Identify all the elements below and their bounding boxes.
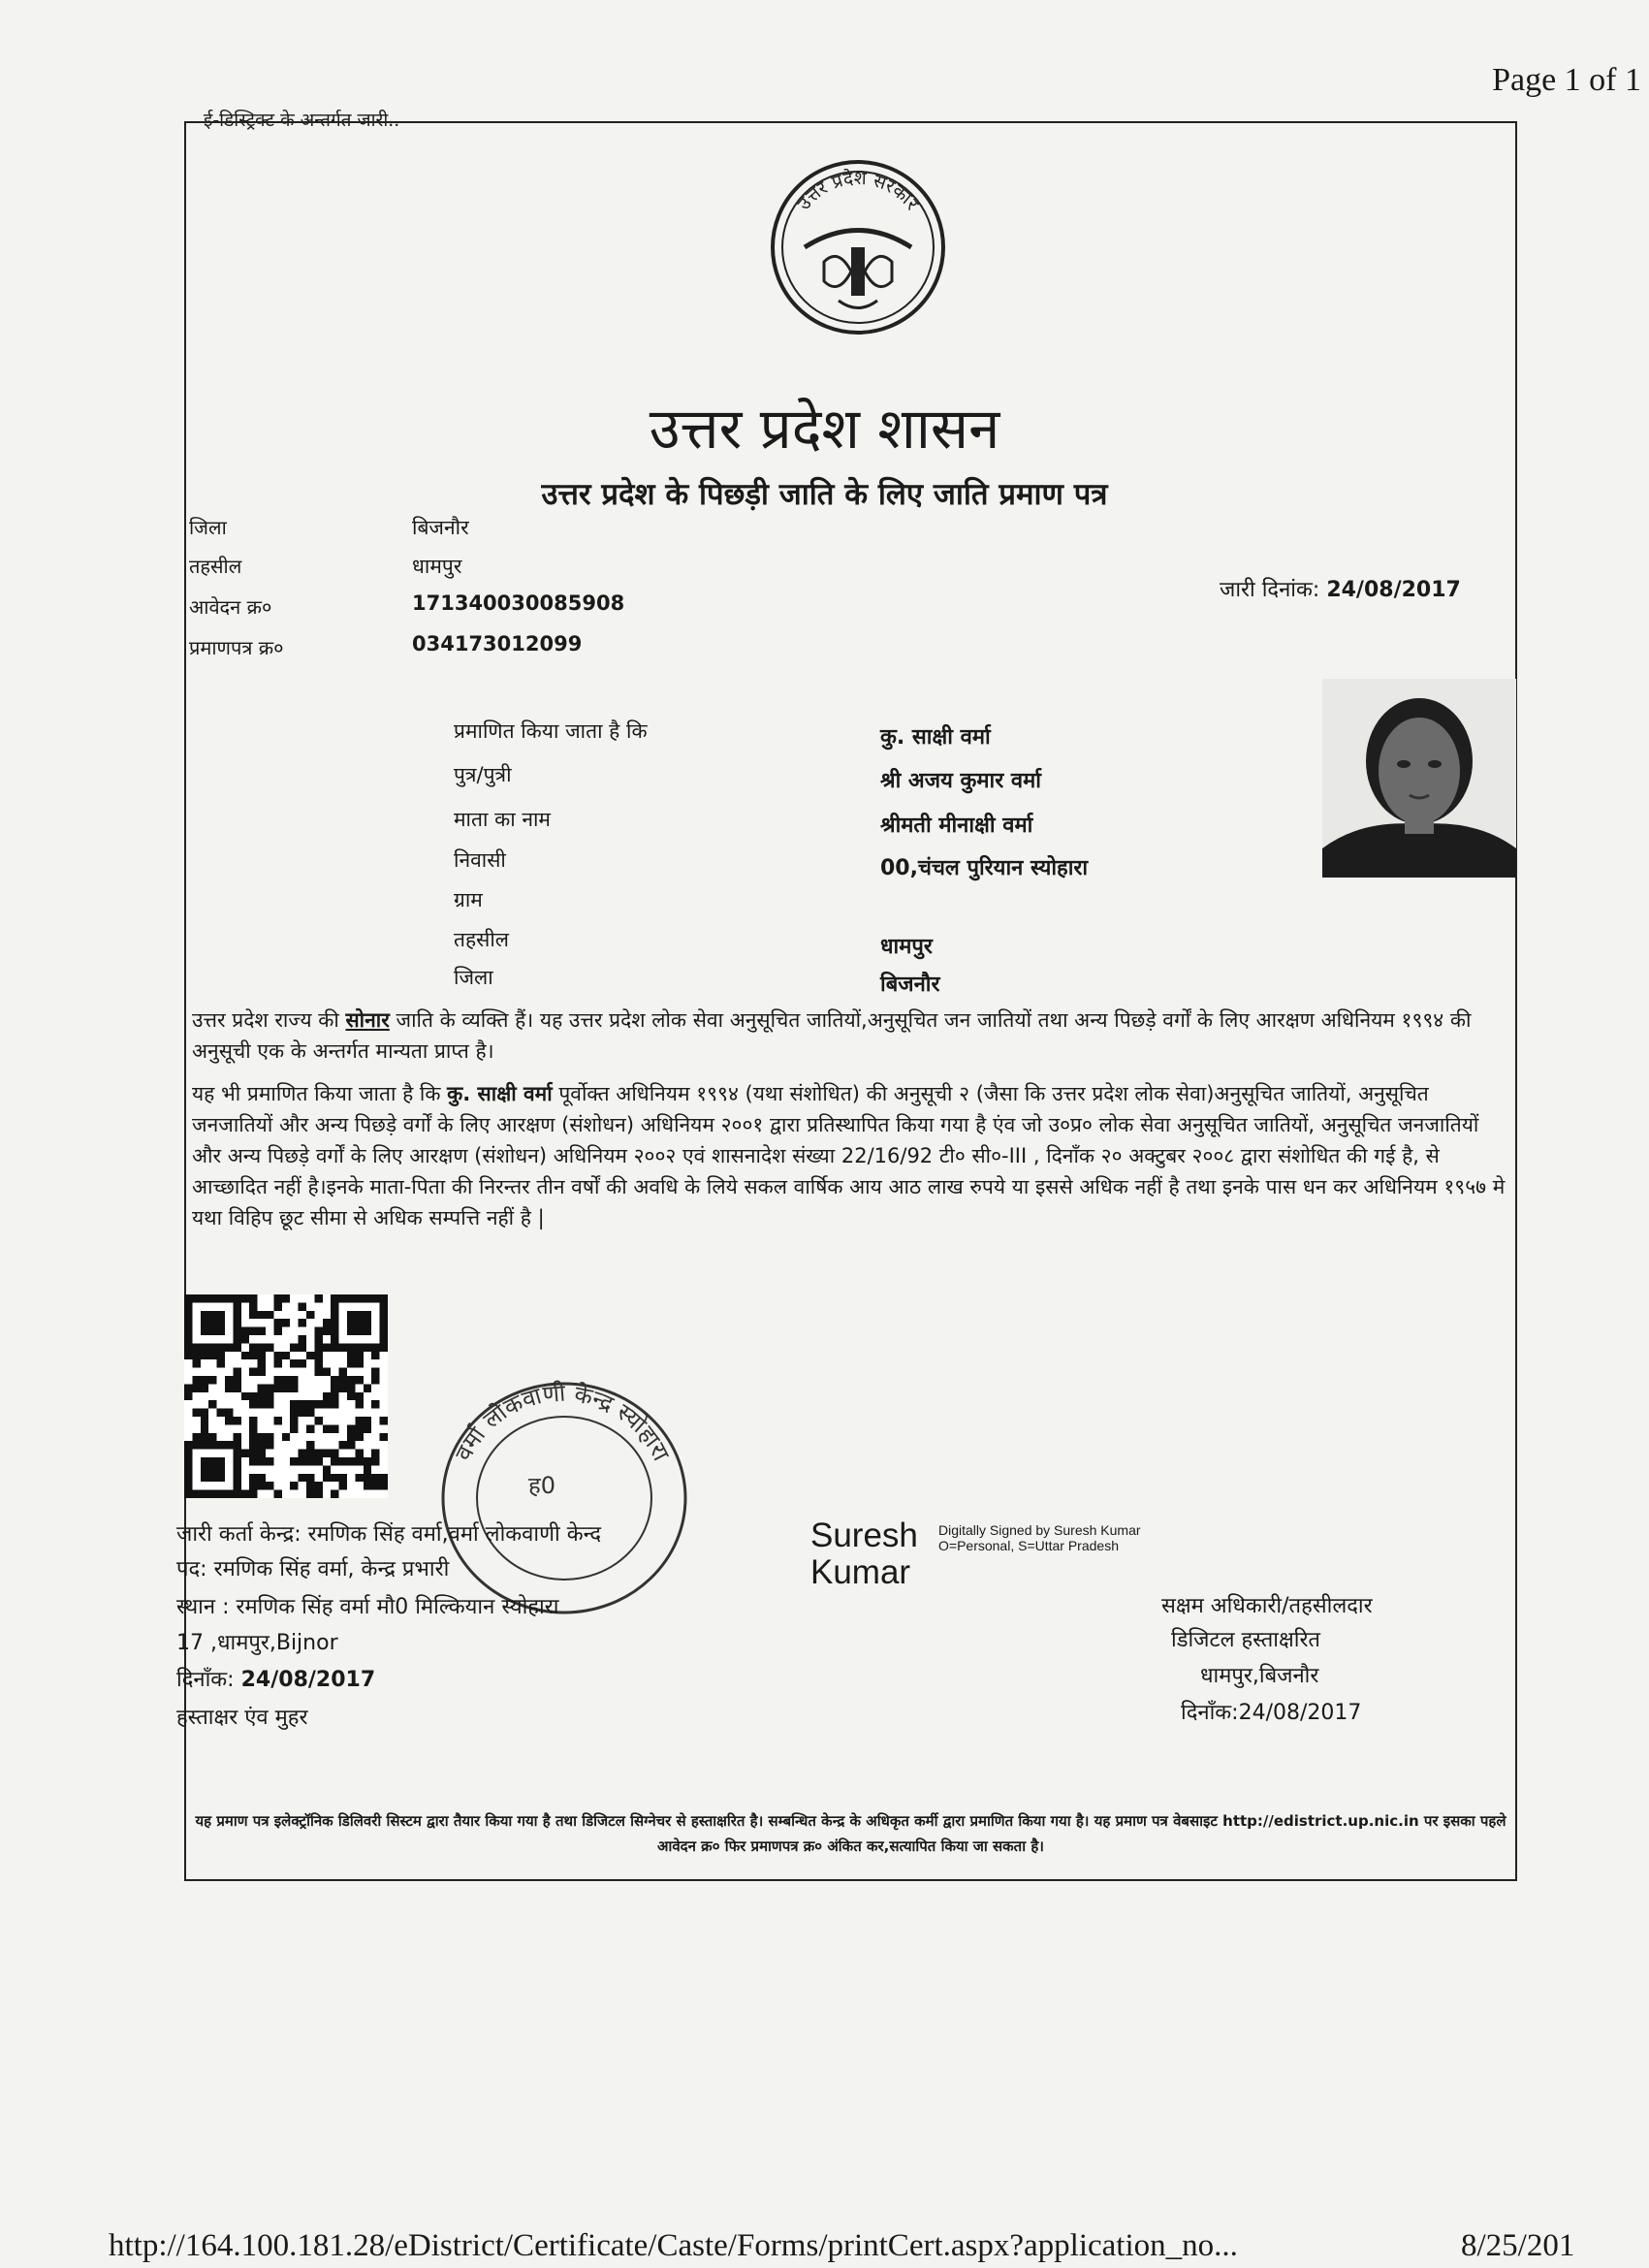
officer-date: दिनाँक:24/08/2017 — [1181, 1701, 1362, 1725]
detail-value-tehsil: धामपुर — [412, 555, 462, 578]
certify-label-tehsil: तहसील — [454, 928, 509, 951]
issuer-sign-label: हस्ताक्षर एंव मुहर — [176, 1706, 308, 1730]
caste-paragraph-suffix: जाति के व्यक्ति हैं। यह उत्तर प्रदेश लोक सेवा अनुसूचित जातियों,अनुसूचित जन जातियों तथा अन्य पिछड़े वर्गों के लिए आरक्षण अधिनियम १९९४ की अनुसूची एक के अन्तर्गत मान्यता प्राप्त है। — [192, 1008, 1472, 1063]
detail-label-district: जिला — [189, 516, 227, 539]
officer-location: धामपुर,बिजनौर — [1200, 1664, 1319, 1688]
up-government-emblem — [766, 155, 950, 339]
certification-paragraph — [184, 1078, 1517, 1233]
certify-value-mother: श्रीमती मीनाक्षी वर्मा — [880, 814, 1033, 838]
seal-text: वर्मा लोकवाणी केन्द्र स्योहारा — [449, 1379, 676, 1466]
digital-signer-name: Suresh Kumar — [810, 1517, 918, 1591]
caste-paragraph — [184, 1005, 1517, 1067]
certification-paragraph-suffix: पूर्वोक्त अधिनियम १९९४ (यथा संशोधित) की अनुसूची २ (जैसा कि उत्तर प्रदेश लोक सेवा)अनुसूचित जातियों, अनुसूचित जनजातियों और अन्य पिछड़े वर्गों के लिए आरक्षण (संशोधन) अधिनियम २००१ द्वारा प्रतिस्थापित किया गया है एंव जो उ०प्र० लोक सेवा अनुसूचित जातियों, अनुसूचित जनजातियों और अन्य पिछड़े वर्गों के लिए आरक्षण (संशोधन) अधिनियम २००२ एवं शासनादेश संख्या 22/16/92 टी० सी०-III , दिनाँक २० अक्टुबर २००८ द्वारा संशोधित की गई है, से आच्छादित नहीं है।इनके माता-पिता की निरन्तर तीन वर्षों की अवधि के लिये सकल वार्षिक आय आठ लाख रुपये या इससे अधिक नहीं है तथा इनके पास धन कर अधिनियम १९५७ मे यथा विहिप छूट सीमा से अधिक सम्पत्ति नहीं है | — [192, 1082, 1506, 1230]
detail-label-certificate-no: प्रमाणपत्र क्र० — [189, 636, 284, 659]
certify-value-name: कु. साक्षी वर्मा — [880, 725, 991, 750]
print-url: http://164.100.181.28/eDistrict/Certificate/Caste/Forms/printCert.aspx?application_no... — [109, 2228, 1238, 2263]
page-number: Page 1 of 1 — [1492, 62, 1641, 98]
issue-date-label: जारी दिनांक: — [1220, 578, 1320, 602]
certify-label-mother: माता का नाम — [454, 808, 551, 831]
certify-value-district: बिजनौर — [880, 973, 940, 997]
header-note: ई-डिस्ट्रिक्ट के अन्तर्गत जारी.. — [204, 110, 400, 131]
issue-date-value: 24/08/2017 — [1326, 578, 1461, 602]
detail-label-tehsil: तहसील — [189, 555, 242, 578]
detail-value-application-no: 171340030085908 — [412, 591, 625, 615]
detail-value-district: बिजनौर — [412, 516, 469, 539]
issuer-date-label: दिनाँक: — [176, 1668, 235, 1692]
seal-center-text: ह0 — [528, 1472, 556, 1499]
detail-label-application-no: आवेदन क्र० — [189, 595, 272, 619]
center-rubber-stamp — [422, 1367, 708, 1624]
certify-label-name: प्रमाणित किया जाता है कि — [454, 719, 648, 743]
svg-text:वर्मा लोकवाणी केन्द्र स्योहारा — [450, 1379, 676, 1465]
issuer-address: 17 ,धामपुर,Bijnor — [176, 1631, 338, 1655]
certify-label-parent: पुत्र/पुत्री — [454, 763, 512, 786]
issuer-date — [176, 1664, 375, 1693]
caste-paragraph-prefix: उत्तर प्रदेश राज्य की — [192, 1008, 346, 1032]
certify-value-tehsil: धामपुर — [880, 935, 933, 959]
digital-signature-note: Digitally Signed by Suresh Kumar O=Personal, S=Uttar Pradesh — [938, 1522, 1141, 1553]
applicant-photo — [1322, 679, 1516, 878]
document-title: उत्तर प्रदेश शासन — [649, 396, 1000, 462]
issuer-place: स्थान : रमणिक सिंह वर्मा मौ0 मिल्कियान स्योहारा — [176, 1595, 559, 1619]
officer-digital-sign: डिजिटल हस्ताक्षरित — [1171, 1628, 1320, 1652]
print-date: 8/25/201 — [1461, 2228, 1575, 2263]
issuer-post: पद: रमणिक सिंह वर्मा, केन्द्र प्रभारी — [176, 1557, 450, 1581]
emblem-label: उत्तर प्रदेश सरकार — [793, 167, 923, 215]
certificate-footer-note: यह प्रमाण पत्र इलेक्ट्रॉनिक डिलिवरी सिस्टम द्वारा तैयार किया गया है तथा डिजिटल सिग्नेचर से हस्ताक्षरित है। सम्बन्धित केन्द्र के अधिकृत कर्मी द्वारा प्रमाणित किया गया है। यह प्रमाण पत्र वेबसाइट http://edistrict.up.nic.in पर इसका पहले आवेदन क्र० फिर प्रमाणपत्र क्र० अंकित कर,सत्यापित किया जा सकता है। — [195, 1812, 1506, 1855]
document-subtitle: उत्तर प्रदेश के पिछड़ी जाति के लिए जाति प्रमाण पत्र — [541, 477, 1108, 512]
certification-paragraph-name: कु. साक्षी वर्मा — [447, 1082, 553, 1105]
certify-value-parent: श्री अजय कुमार वर्मा — [880, 769, 1041, 793]
issuer-date-value: 24/08/2017 — [240, 1668, 376, 1692]
issuer-center: जारी कर्ता केन्द्र: रमणिक सिंह वर्मा,वर्मा लोकवाणी केन्द — [176, 1522, 602, 1547]
certify-label-resident: निवासी — [454, 848, 506, 872]
detail-value-certificate-no: 034173012099 — [412, 632, 583, 655]
certification-paragraph-prefix: यह भी प्रमाणित किया जाता है कि — [192, 1082, 448, 1105]
issue-date-line — [1220, 574, 1461, 603]
qr-code — [184, 1294, 388, 1498]
certify-label-district: जिला — [454, 966, 493, 989]
caste-name: सोनार — [345, 1008, 390, 1032]
certify-value-resident: 00,चंचल पुरियान स्योहारा — [880, 856, 1089, 880]
certify-label-village: ग्राम — [454, 888, 483, 911]
officer-title: सक्षम अधिकारी/तहसीलदार — [1161, 1594, 1373, 1618]
